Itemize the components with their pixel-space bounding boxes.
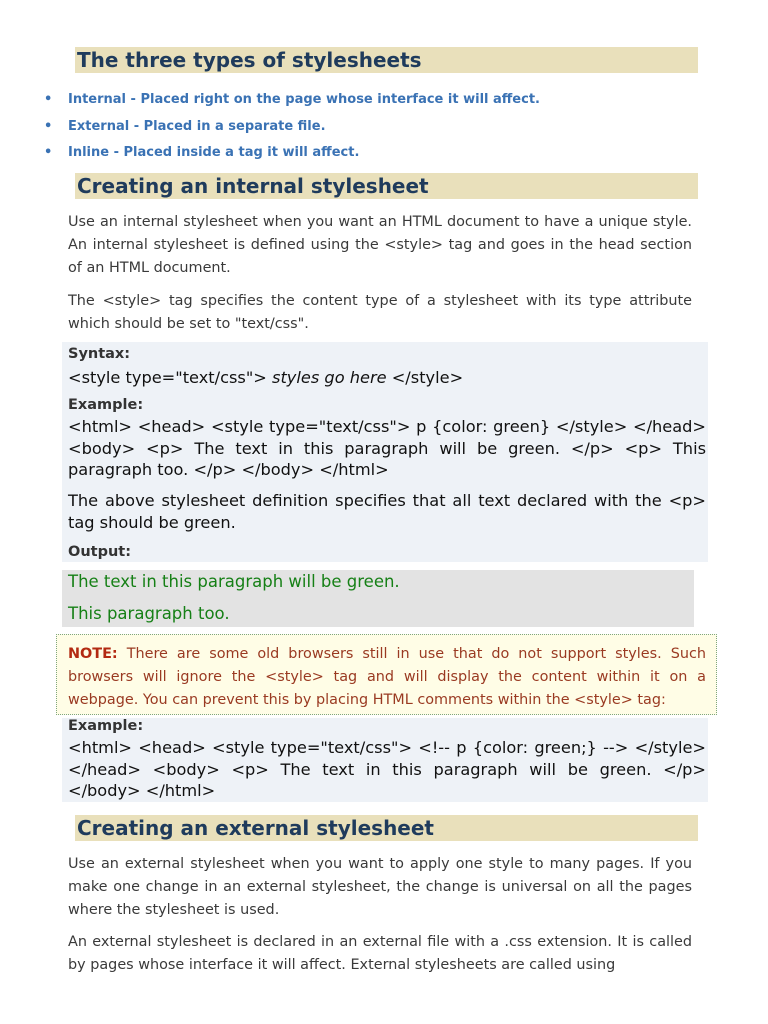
list-item-text: Inline - Placed inside a tag it will affect. (68, 145, 360, 160)
stylesheet-types-list (40, 90, 540, 170)
list-item (40, 143, 540, 170)
section-heading-types: The three types of stylesheets (75, 47, 698, 73)
syntax-code-start: <style type="text/css"> (68, 368, 273, 387)
bullet-icon: • (44, 145, 53, 160)
example-label: Example: (68, 397, 144, 413)
syntax-code (68, 367, 706, 389)
internal-paragraph-2: The <style> tag specifies the content type of a stylesheet with its type attribute which should be set to "text/css". (68, 293, 692, 332)
output-line-1: The text in this paragraph will be green. (68, 572, 400, 591)
section-heading-internal: Creating an internal stylesheet (75, 173, 698, 199)
bullet-icon: • (44, 118, 53, 134)
syntax-label: Syntax: (68, 346, 131, 362)
list-item-text: External - Placed in a separate file. (68, 118, 326, 134)
external-paragraph-1: Use an external stylesheet when you want to apply one style to many pages. If you make one change in an external stylesheet, the change is universal on all the pages where the stylesheet is used. (68, 856, 692, 918)
example-label-2: Example: (68, 718, 144, 734)
bullet-icon: • (44, 92, 53, 107)
list-item-text: Internal - Placed right on the page whose interface it will affect. (68, 92, 540, 107)
example-code-2: <html> <head> <style type="text/css"> <!-- p {color: green;} --> </style> </head> <body> <p> The text in this paragraph will be green. </p> </body> </html> (68, 738, 706, 800)
list-item (40, 90, 540, 117)
note-body: There are some old browsers still in use that do not support styles. Such browsers will ignore the <style> tag and will display the content within it on a webpage. You can prevent this by placing HTML comments within the <style> tag: (68, 646, 706, 708)
output-label: Output: (68, 544, 132, 560)
note-text (68, 643, 706, 712)
output-line-2: This paragraph too. (68, 604, 230, 623)
example-code: <html> <head> <style type="text/css"> p {color: green} </style> </head> <body> <p> The text in this paragraph will be green. </p> <p> This paragraph too. </p> </body> </html> (68, 417, 706, 479)
note-label: NOTE: (68, 646, 118, 662)
explanation-text: The above stylesheet definition specifies that all text declared with the <p> tag should be green. (68, 491, 706, 532)
section-heading-external: Creating an external stylesheet (75, 815, 698, 841)
syntax-code-end: </style> (386, 368, 464, 387)
external-paragraph-2: An external stylesheet is declared in an external file with a .css extension. It is called by pages whose interface it will affect. External stylesheets are called using (68, 934, 692, 973)
syntax-code-placeholder: styles go here (272, 368, 387, 387)
internal-paragraph-1: Use an internal stylesheet when you want an HTML document to have a unique style. An internal stylesheet is defined using the <style> tag and goes in the head section of an HTML document. (68, 214, 692, 276)
list-item (40, 117, 540, 144)
